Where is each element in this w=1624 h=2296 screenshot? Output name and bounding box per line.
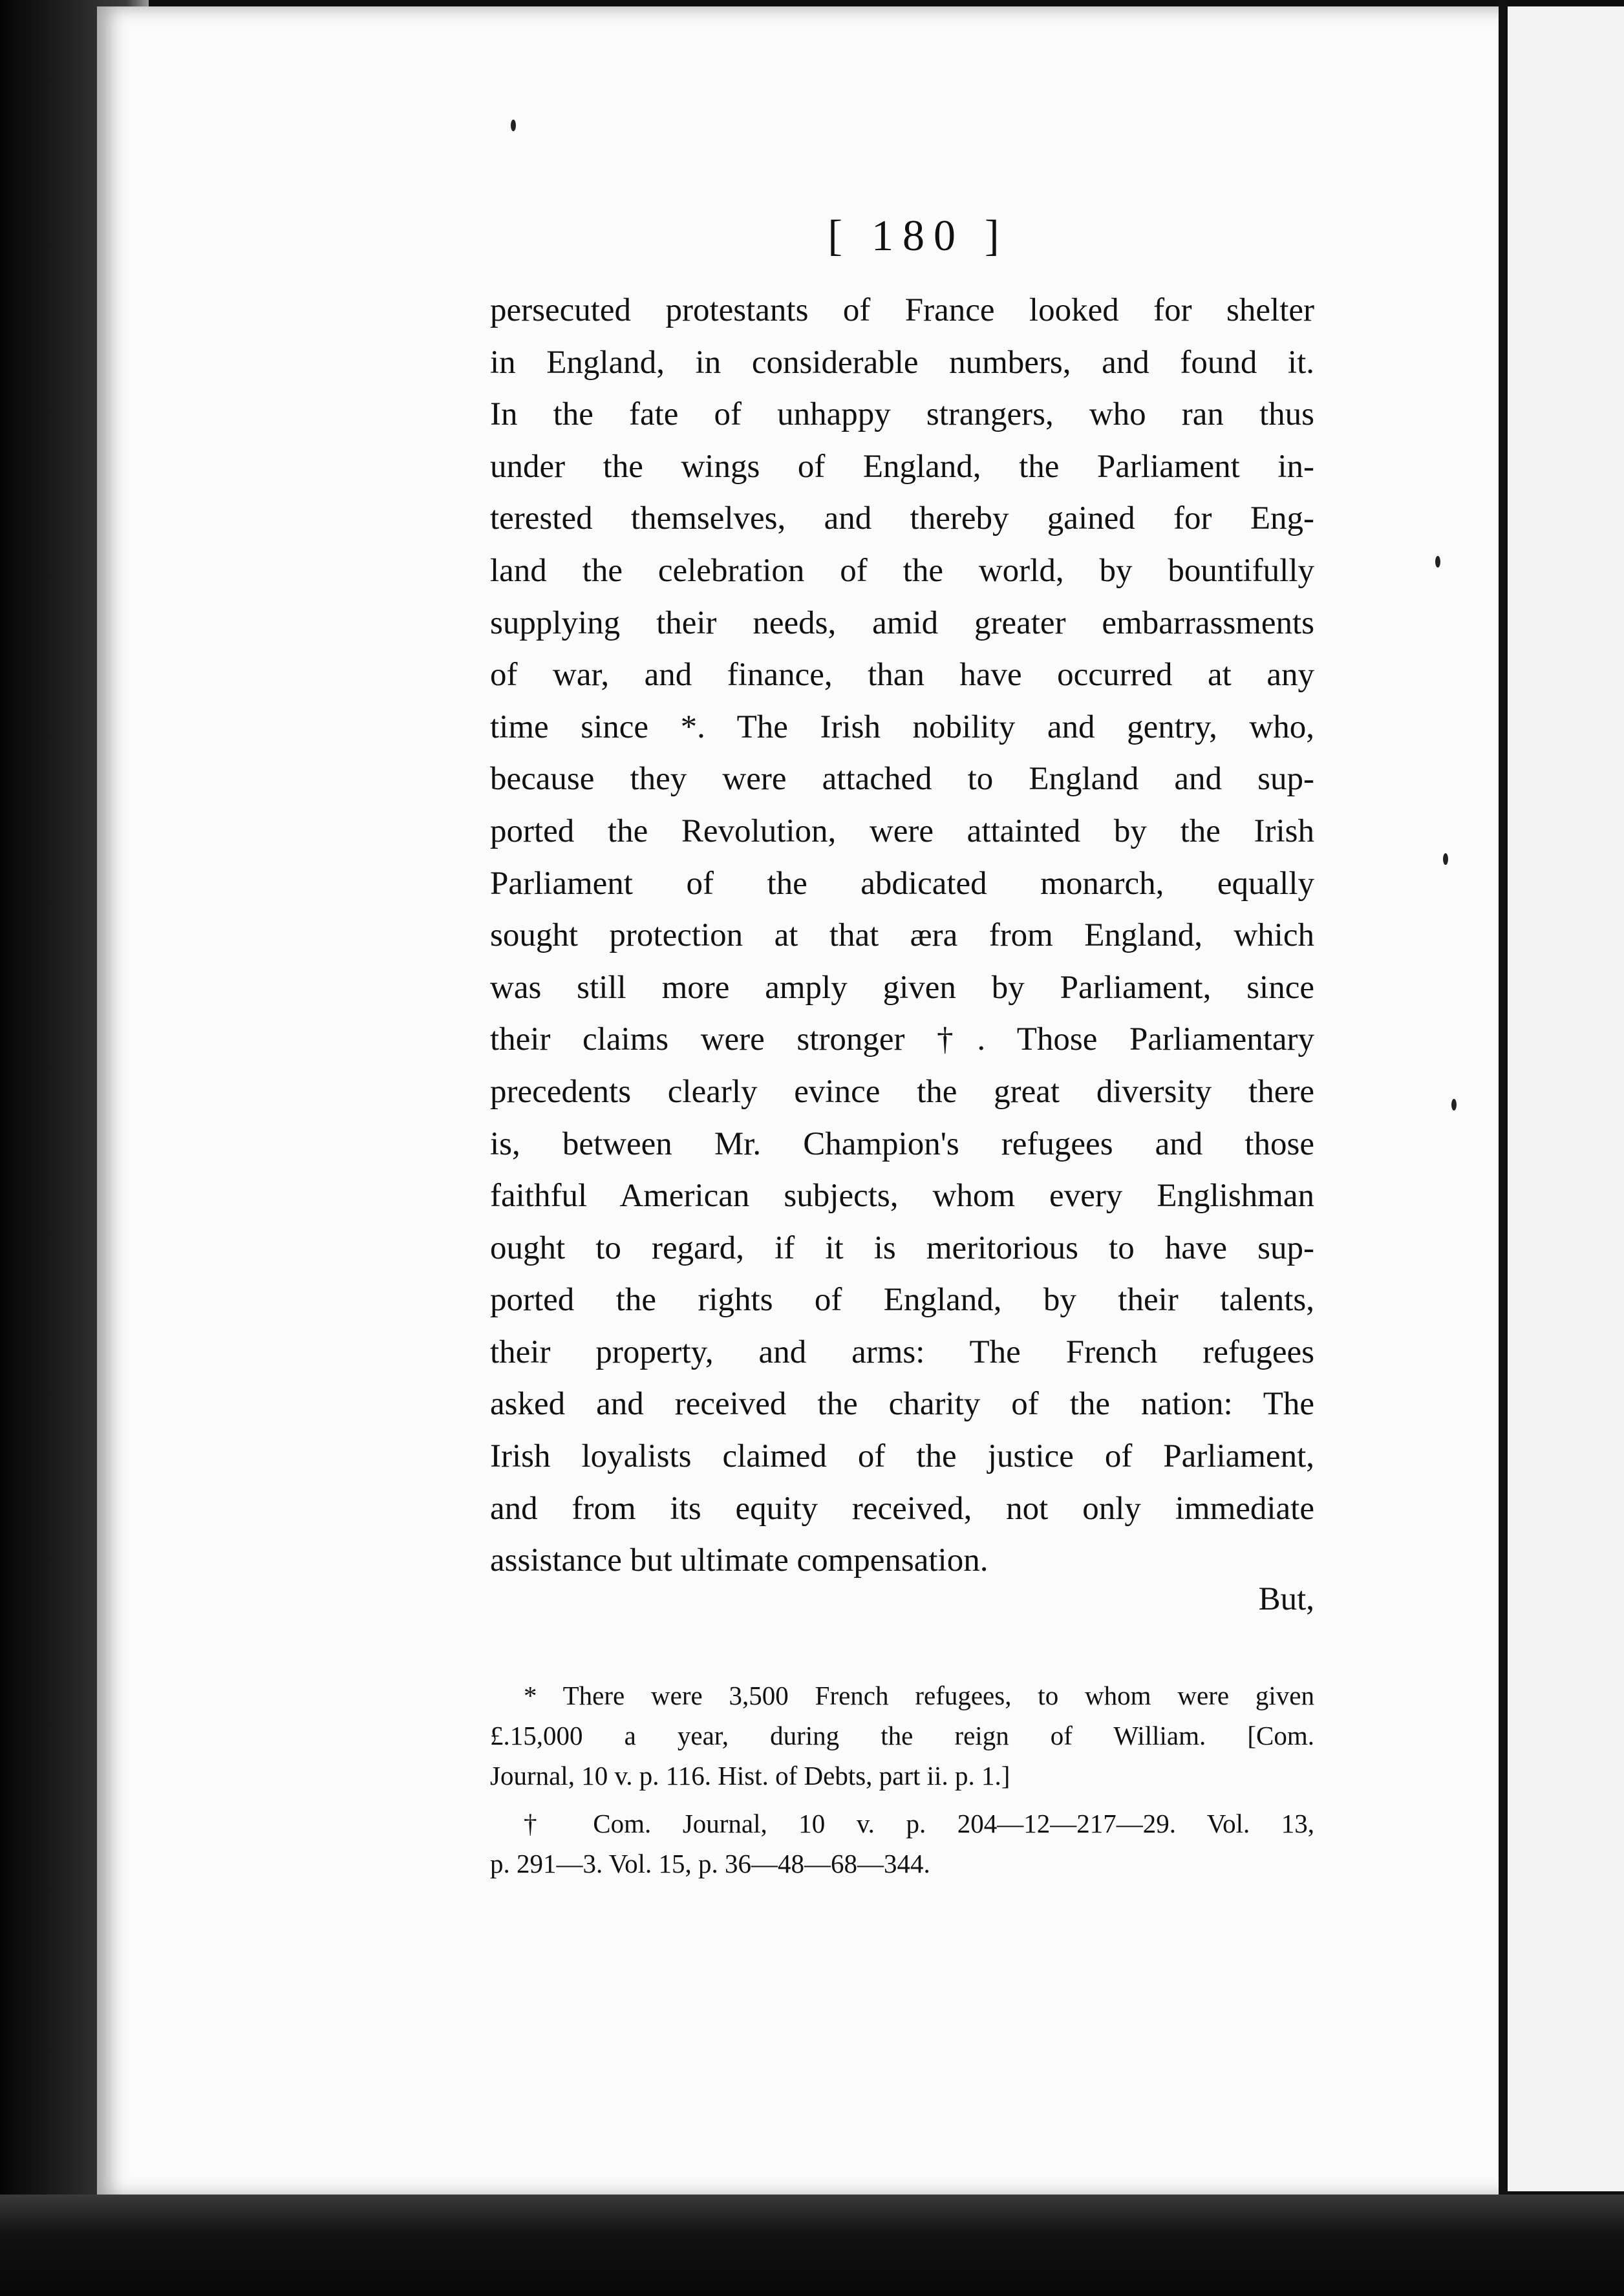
scan-speck — [1435, 556, 1440, 568]
text-line: under the wings of England, the Parliament in- — [490, 448, 1314, 485]
text-line: supplying their needs, amid greater embarrassments — [490, 604, 1314, 641]
scan-speck — [1443, 853, 1448, 865]
text-line: In the fate of unhappy strangers, who ran thus — [490, 396, 1314, 433]
text-line: ported the Revolution, were attainted by the Irish — [490, 813, 1314, 849]
footnotes — [490, 1675, 1314, 1884]
text-line: their property, and arms: The French refugees — [490, 1334, 1314, 1370]
text-line: persecuted protestants of France looked for shelter — [490, 292, 1314, 328]
text-line: their claims were stronger †. Those Parliamentary — [490, 1021, 1314, 1058]
footnote-line: † Com. Journal, 10 v. p. 204—12—217—29. Vol. 13, — [524, 1809, 1314, 1838]
text-line: is, between Mr. Champion's refugees and those — [490, 1125, 1314, 1162]
text-line: of war, and finance, than have occurred at any — [490, 657, 1314, 694]
text-line: ported the rights of England, by their talents, — [490, 1282, 1314, 1319]
scan-speck — [511, 120, 516, 131]
text-line: because they were attached to England and sup- — [490, 761, 1314, 798]
text-line: time since *. The Irish nobility and gentry, who, — [490, 708, 1314, 745]
scan-speck — [1451, 1099, 1457, 1111]
text-line: asked and received the charity of the nation: The — [490, 1386, 1314, 1423]
text-line: and from its equity received, not only immediate — [490, 1490, 1314, 1527]
catchword: But, — [1258, 1581, 1314, 1617]
text-line: land the celebration of the world, by bountifully — [490, 552, 1314, 589]
page-number: [ 180 ] — [828, 211, 1009, 260]
text-line: Parliament of the abdicated monarch, equally — [490, 865, 1314, 902]
page-gutter — [1499, 0, 1508, 2198]
text-line: was still more amply given by Parliament, since — [490, 969, 1314, 1006]
body-text — [490, 284, 1314, 1587]
text-line: sought protection at that æra from England, which — [490, 917, 1314, 954]
text-line: assistance but ultimate compensation. — [490, 1542, 988, 1579]
text-line: in England, in considerable numbers, and found it. — [490, 344, 1314, 381]
text-line: ought to regard, if it is meritorious to have sup- — [490, 1229, 1314, 1266]
text-line: Irish loyalists claimed of the justice of Parliament, — [490, 1438, 1314, 1475]
text-line: faithful American subjects, whom every Englishman — [490, 1178, 1314, 1215]
scan-bottom-border — [0, 2195, 1624, 2296]
footnote-line: Journal, 10 v. p. 116. Hist. of Debts, part ii. p. 1.] — [490, 1761, 1010, 1791]
footnote-line: £.15,000 a year, during the reign of William. [Com. — [490, 1721, 1314, 1750]
footnote-line: * There were 3,500 French refugees, to whom were given — [524, 1681, 1314, 1710]
text-line: precedents clearly evince the great diversity there — [490, 1073, 1314, 1110]
footnote-gap — [490, 1796, 1314, 1803]
facing-page-edge — [1508, 6, 1624, 2191]
text-line: terested themselves, and thereby gained for Eng- — [490, 500, 1314, 537]
footnote-line: p. 291—3. Vol. 15, p. 36—48—68—344. — [490, 1849, 930, 1878]
